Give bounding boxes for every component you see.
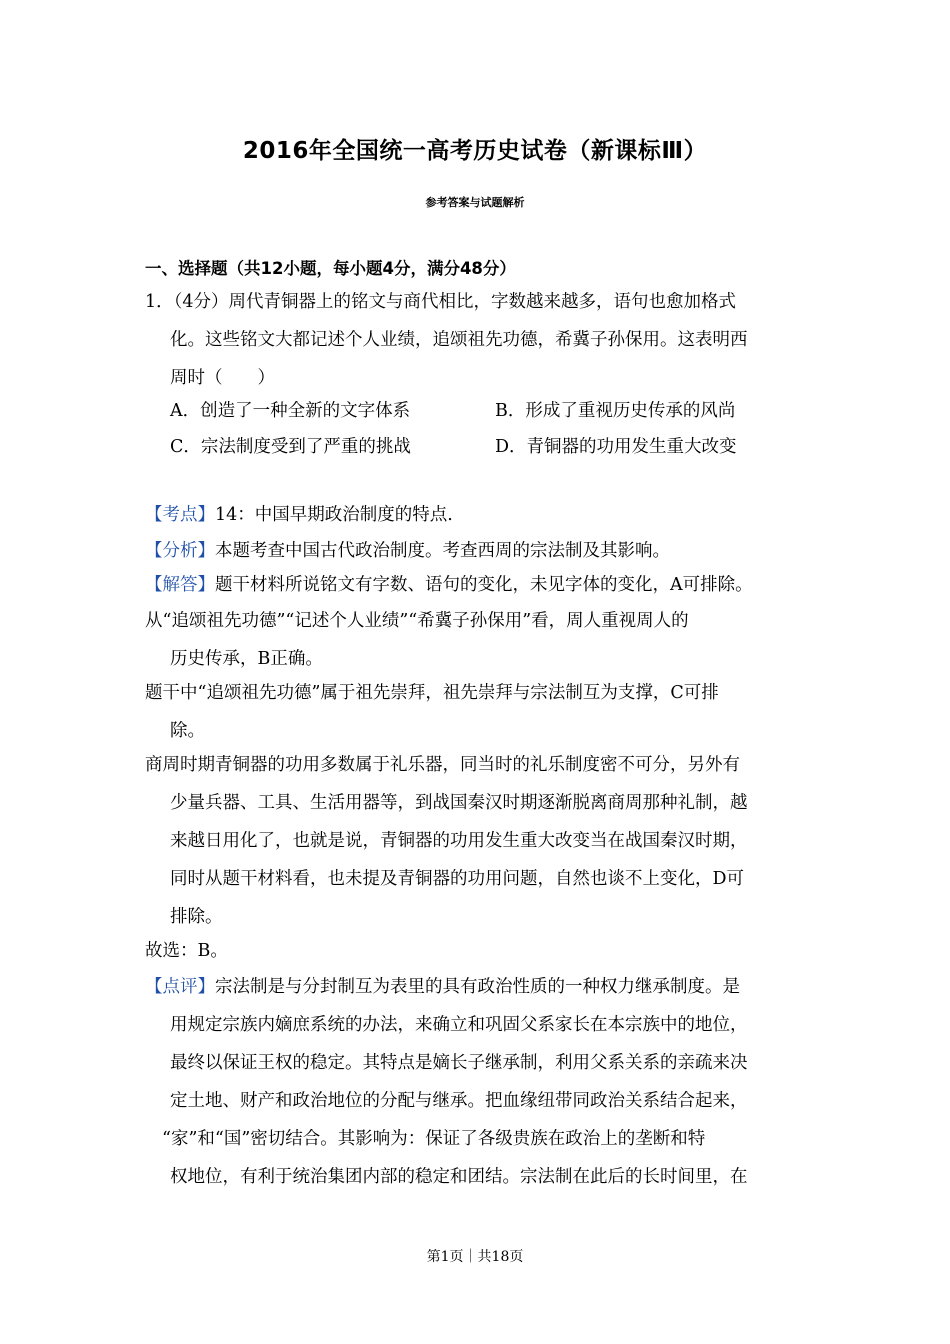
dianping-tag: 【点评】	[145, 977, 215, 997]
option-d: D．青铜器的功用发生重大改变	[495, 437, 737, 457]
dianping-line-5: “家”和“国”密切结合。其影响为：保证了各级贵族在政治上的垄断和特	[162, 1129, 706, 1149]
paragraph-2-line-2: 除。	[170, 721, 205, 741]
paragraph-3-line-1: 商周时期青铜器的功用多数属于礼乐器，同当时的礼乐制度密不可分，另外有	[145, 755, 740, 775]
dianping-text-1: 宗法制是与分封制互为表里的具有政治性质的一种权力继承制度。是	[215, 977, 740, 997]
dianping-line-4: 定土地、财产和政治地位的分配与继承。把血缘纽带同政治关系结合起来，	[170, 1091, 748, 1111]
paragraph-1-line-2: 历史传承，B正确。	[170, 649, 323, 669]
fenxi-line	[145, 539, 670, 563]
fenxi-text: 本题考查中国古代政治制度。考查西周的宗法制及其影响。	[215, 541, 670, 561]
dianping-line-3: 最终以保证王权的稳定。其特点是嫡长子继承制，利用父系关系的亲疏来决	[170, 1053, 748, 1073]
kaodian-line	[145, 503, 453, 527]
kaodian-tag: 【考点】	[145, 505, 215, 525]
dianping-line-2: 用规定宗族内嫡庶系统的办法，来确立和巩固父系家长在本宗族中的地位，	[170, 1015, 748, 1035]
paragraph-1-line-1: 从“追颂祖先功德”“记述个人业绩”“希冀子孙保用”看，周人重视周人的	[145, 611, 689, 631]
fenxi-tag: 【分析】	[145, 541, 215, 561]
paragraph-3-line-4: 同时从题干材料看，也未提及青铜器的功用问题，自然也谈不上变化，D可	[170, 869, 745, 889]
dianping-line-6: 权地位，有利于统治集团内部的稳定和团结。宗法制在此后的长时间里，在	[170, 1167, 748, 1187]
paragraph-3-line-5: 排除。	[170, 907, 223, 927]
option-a: A．创造了一种全新的文字体系	[170, 401, 411, 421]
option-c: C．宗法制度受到了严重的挑战	[170, 437, 411, 457]
option-b: B．形成了重视历史传承的风尚	[495, 401, 736, 421]
paragraph-3-line-2: 少量兵器、工具、生活用器等，到战国秦汉时期逐渐脱离商周那种礼制，越	[170, 793, 748, 813]
jieda-text: 题干材料所说铭文有字数、语句的变化，未见字体的变化，A可排除。	[215, 575, 753, 595]
dianping-line-1	[145, 975, 740, 999]
kaodian-text: 14：中国早期政治制度的特点.	[215, 505, 453, 525]
jieda-line	[145, 573, 753, 597]
answer-line: 故选：B。	[145, 941, 228, 961]
question-line-2: 化。这些铭文大都记述个人业绩，追颂祖先功德，希冀子孙保用。这表明西	[170, 330, 748, 350]
page-footer: 第1页｜共18页	[426, 1249, 524, 1265]
document-title: 2016年全国统一高考历史试卷（新课标Ⅲ）	[242, 138, 708, 164]
section-heading: 一、选择题（共12小题，每小题4分，满分48分）	[145, 259, 516, 278]
jieda-tag: 【解答】	[145, 575, 215, 595]
paragraph-2-line-1: 题干中“追颂祖先功德”属于祖先崇拜，祖先崇拜与宗法制互为支撑，C可排	[145, 683, 719, 703]
paragraph-3-line-3: 来越日用化了，也就是说，青铜器的功用发生重大改变当在战国秦汉时期，	[170, 831, 748, 851]
question-line-1: 1．（4分）周代青铜器上的铭文与商代相比，字数越来越多，语句也愈加格式	[145, 292, 737, 312]
document-subtitle: 参考答案与试题解析	[425, 196, 525, 209]
question-line-3: 周时（ ）	[170, 368, 275, 388]
